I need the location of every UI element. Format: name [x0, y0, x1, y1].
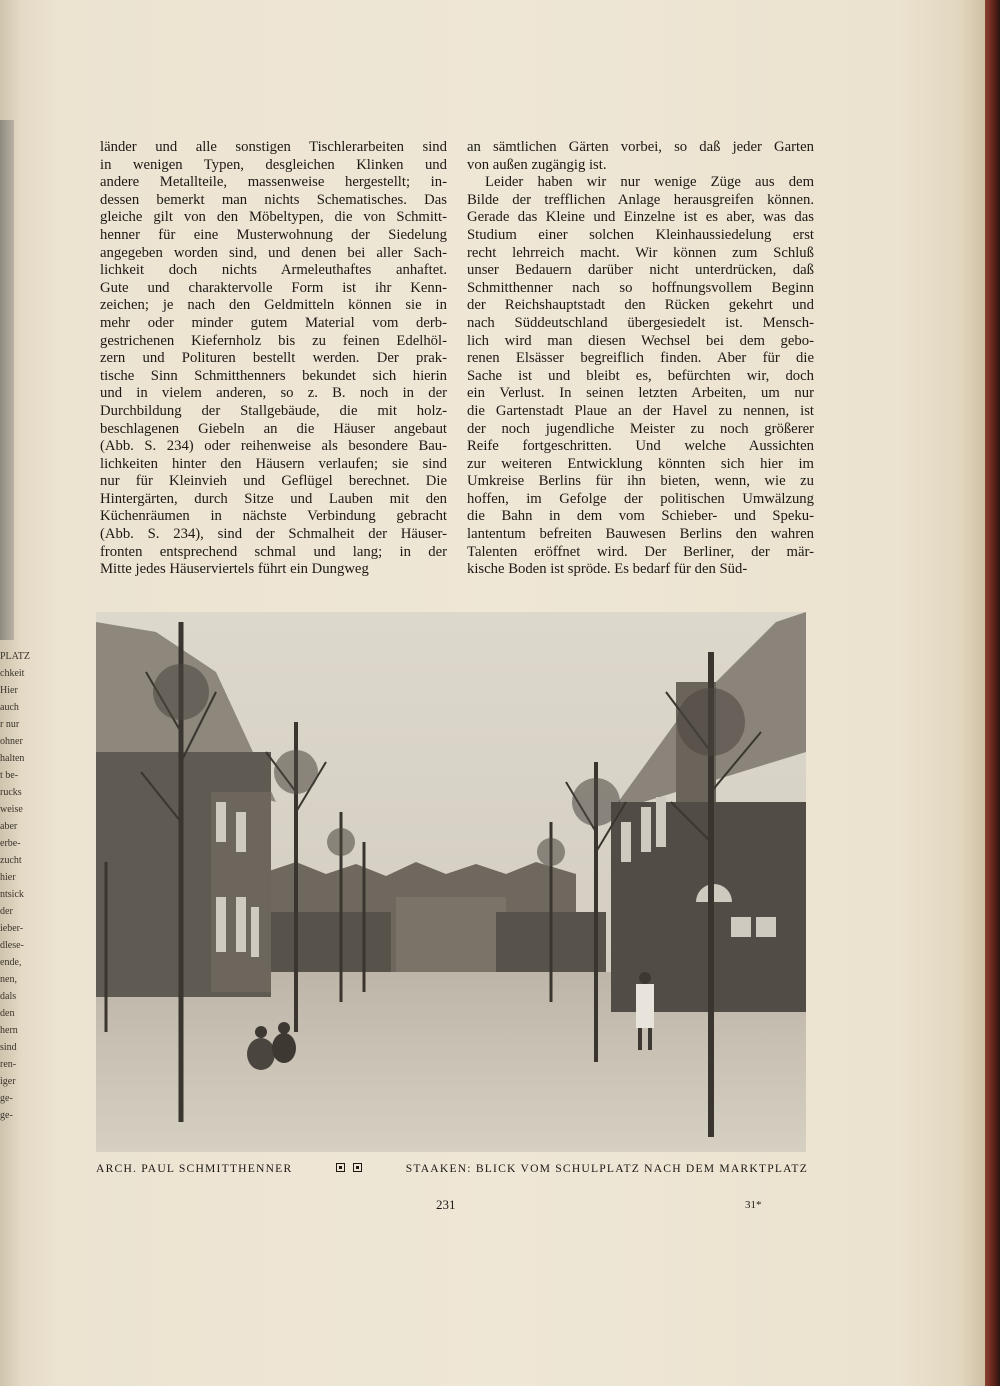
edge-fragment: rucks	[0, 787, 22, 798]
text-line: Hintergärten, durch Sitze und Lauben mit den	[100, 490, 447, 507]
photo-illustration	[96, 612, 806, 1152]
edge-fragment: PLATZ	[0, 651, 30, 662]
edge-fragment: ge-	[0, 1110, 13, 1121]
text-line: der Reichshauptstadt den Rücken gekehrt und	[467, 297, 814, 314]
text-line: zur weiteren Entwicklung könnten sich hier im	[467, 455, 814, 472]
edge-fragment: sind	[0, 1042, 17, 1053]
text-line: Küchenräumen in nächste Verbindung gebracht	[100, 508, 447, 525]
text-line: kische Boden ist spröde. Es bedarf für den Süd-	[467, 561, 748, 578]
edge-fragment: zucht	[0, 855, 22, 866]
text-line: lichkeit doch nichts Armeleuthaftes anhaftet.	[100, 262, 447, 279]
text-line: beschlagenen Giebeln an die Häuser angebaut	[100, 420, 447, 437]
text-line: gleiche gilt von den Möbeltypen, die von Schmitt-	[100, 209, 447, 226]
text-line: Talenten eröffnet wird. Der Berliner, der mär-	[467, 543, 814, 560]
edge-fragment: auch	[0, 702, 19, 713]
text-line: die Gartenstadt Plaue an der Havel zu nennen, ist	[467, 402, 814, 419]
page-number: 231	[436, 1197, 456, 1212]
edge-fragment: ieber-	[0, 923, 24, 934]
text-line: henner für eine Musterwohnung der Siedelung	[100, 226, 447, 243]
text-line: lantentum befreiten Bauwesen Berlins den wahren	[467, 526, 814, 543]
text-line: nach Süddeutschland übergesiedelt ist. Mensch-	[467, 314, 814, 331]
text-line: nur für Kleinvieh und Geflügel berechnet. Die	[100, 473, 447, 490]
text-line: hoffen, im Gefolge der politischen Umwälzung	[467, 490, 814, 507]
box-ornament-icon	[336, 1163, 345, 1172]
edge-fragment: dals	[0, 991, 17, 1002]
previous-page-photo-edge	[0, 120, 14, 640]
text-line: tische Sinn Schmitthenners bekundet sich hierin	[100, 367, 447, 384]
text-line: Gute und charaktervolle Form ist ihr Kenn-	[100, 279, 447, 296]
previous-page-text-edge	[0, 648, 30, 1124]
text-line: in wenigen Typen, desgleichen Klinken und	[100, 156, 447, 173]
text-line: Gerade das Kleine und Einzelne ist es aber, was das	[467, 209, 814, 226]
text-line: Reife fortgeschritten. Und welche Aussichten	[467, 438, 814, 455]
text-line: Schmitthenner nach so hoffnungsvollem Beginn	[467, 279, 814, 296]
caption-architect: ARCH. PAUL SCHMITTHENNER	[96, 1162, 293, 1175]
photograph-street-view	[96, 612, 806, 1152]
edge-fragment: hier	[0, 872, 16, 883]
text-line: die Bahn in dem vom Schieber- und Speku-	[467, 508, 814, 525]
edge-fragment: ntsick	[0, 889, 24, 900]
text-column-right	[467, 139, 814, 579]
edge-fragment: den	[0, 1008, 15, 1019]
text-line: gestrichenen Kiefernholz bis zu feinen Edelhöl-	[100, 332, 447, 349]
text-line: zeichen; je nach den Geldmitteln können sie in	[100, 297, 447, 314]
text-line: fronten entsprechend schmal und lang; in der	[100, 543, 447, 560]
edge-fragment: t be-	[0, 770, 19, 781]
edge-fragment: erbe-	[0, 838, 21, 849]
text-line: Leider haben wir nur wenige Züge aus dem	[485, 174, 814, 191]
text-line: renen Elsässer begreiflich finden. Aber für die	[467, 350, 814, 367]
text-line: lich wird man diesen Wechsel bei dem gebo-	[467, 332, 814, 349]
edge-fragment: iger	[0, 1076, 16, 1087]
text-line: (Abb. S. 234) oder reihenweise als besondere Bau-	[100, 438, 447, 455]
edge-fragment: ren-	[0, 1059, 17, 1070]
edge-fragment: der	[0, 906, 13, 917]
text-line: ein Verlust. In seinen letzten Arbeiten, um nur	[467, 385, 814, 402]
text-line: Bilde der trefflichen Anlage herausgreifen können.	[467, 191, 814, 208]
text-line: Mitte jedes Häuserviertels führt ein Dungweg	[100, 561, 369, 578]
text-line: lichkeiten hinter den Häusern verlaufen; sie sind	[100, 455, 447, 472]
text-line: Durchbildung der Stallgebäude, die mit holz-	[100, 402, 447, 419]
text-line: und in vielem anderen, so z. B. noch in der	[100, 385, 447, 402]
edge-fragment: r nur	[0, 719, 20, 730]
edge-fragment: ohner	[0, 736, 23, 747]
signature-mark: 31*	[745, 1199, 762, 1211]
text-column-left	[100, 139, 447, 579]
text-line: Studium einer solchen Kleinhaussiedelung erst	[467, 226, 814, 243]
text-line: Umkreise Berlins für ihn bieten, wenn, wie zu	[467, 473, 814, 490]
text-line: dessen bemerkt man nichts Schematisches. Das	[100, 191, 447, 208]
edge-fragment: Hier	[0, 685, 18, 696]
book-binding	[985, 0, 1000, 1386]
edge-fragment: dlese-	[0, 940, 24, 951]
text-line: Sache ist und bleibt es, befürchten wir, doch	[467, 367, 814, 384]
edge-fragment: ge-	[0, 1093, 13, 1104]
text-line: an sämtlichen Gärten vorbei, so daß jeder Garten	[467, 139, 814, 155]
edge-fragment: hern	[0, 1025, 18, 1036]
text-line: angegeben worden sind, und denen bei aller Sach-	[100, 244, 447, 261]
edge-fragment: ende,	[0, 957, 22, 968]
caption-location: STAAKEN: BLICK VOM SCHULPLATZ NACH DEM MARKTPLATZ	[405, 1162, 808, 1175]
edge-fragment: halten	[0, 753, 25, 764]
photo-caption	[96, 1162, 808, 1175]
text-line: andere Metallteile, massenweise hergestellt; in-	[100, 174, 447, 191]
text-line: zern und Polituren bestellt werden. Der prak-	[100, 350, 447, 367]
text-line: recht lehrreich macht. Wir können zum Schluß	[467, 244, 814, 261]
box-ornament-icon	[353, 1163, 362, 1172]
text-line: länder und alle sonstigen Tischlerarbeiten sind	[100, 139, 447, 155]
caption-separator	[332, 1162, 366, 1175]
text-line: (Abb. S. 234), sind der Schmalheit der Häuser-	[100, 526, 447, 543]
text-line: von außen zugängig ist.	[467, 156, 607, 173]
edge-fragment: nen,	[0, 974, 17, 985]
edge-fragment: weise	[0, 804, 23, 815]
text-line: mehr oder minder gutem Material vom derb-	[100, 314, 447, 331]
edge-fragment: chkeit	[0, 668, 25, 679]
edge-fragment: aber	[0, 821, 18, 832]
text-line: der noch jugendliche Meister zu noch größerer	[467, 420, 814, 437]
text-line: unser Bedauern darüber nicht unterdrücken, daß	[467, 262, 814, 279]
